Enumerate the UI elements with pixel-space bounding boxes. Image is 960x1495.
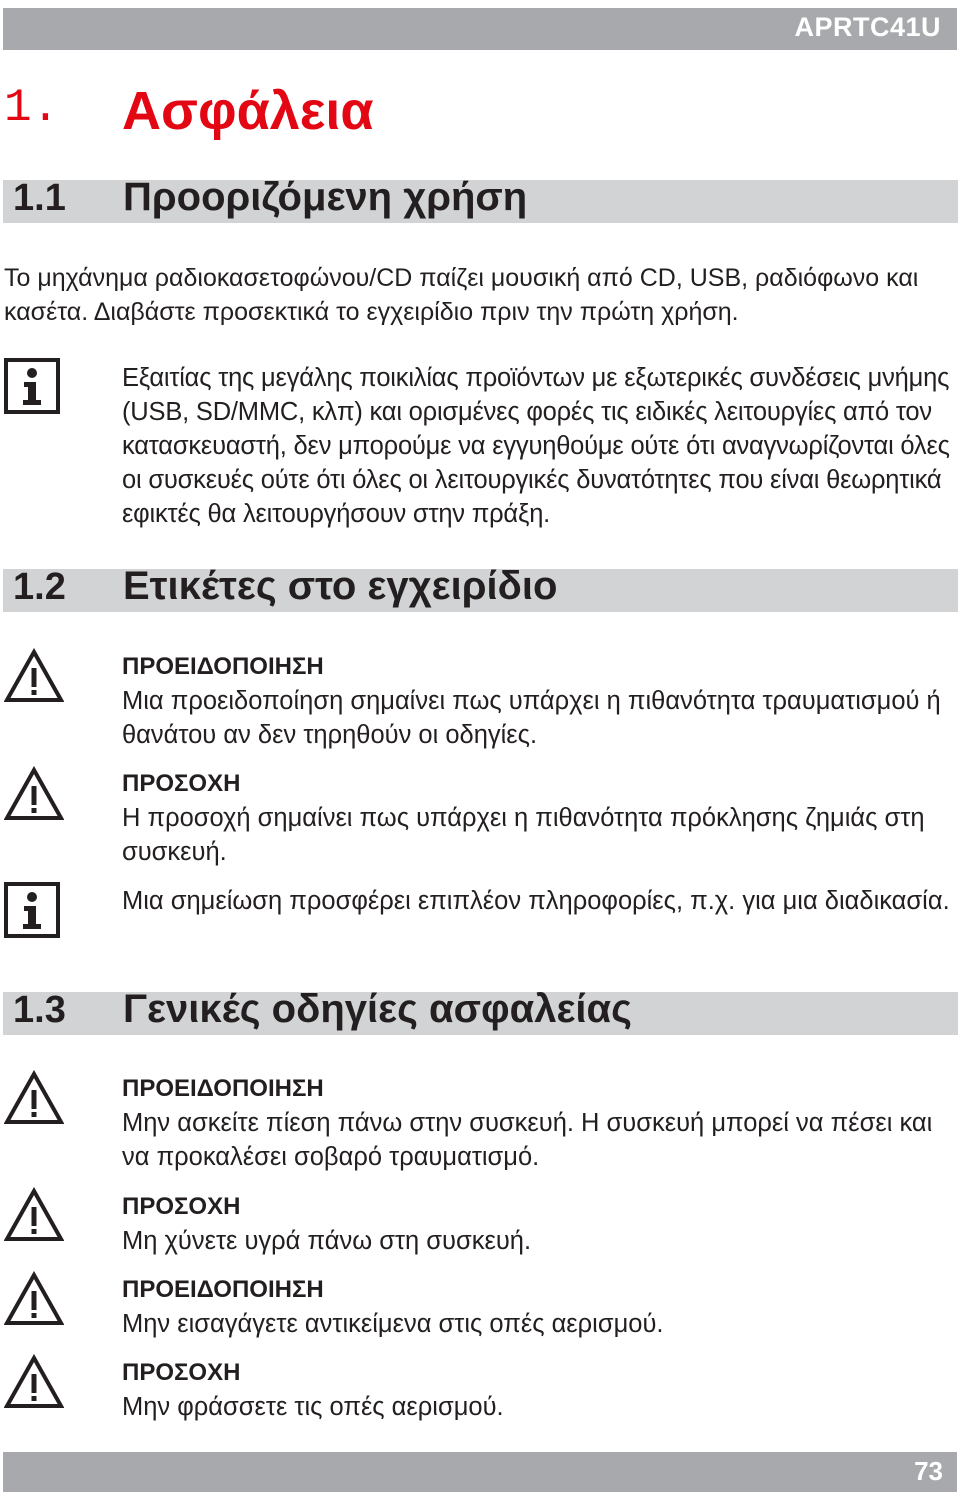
section-title: Ετικέτες στο εγχειρίδιο — [123, 564, 558, 608]
section-heading-1-2 — [3, 564, 958, 612]
chapter-title: Ασφάλεια — [122, 81, 374, 141]
instruction-text: Μην ασκείτε πίεση πάνω στην συσκευή. Η συσκευή μπορεί να πέσει και να προκαλέσει σοβαρό τραυματισμό. — [122, 1109, 933, 1171]
warning-text: Μια προειδοποίηση σημαίνει πως υπάρχει η πιθανότητα τραυματισμού ή θανάτου αν δεν τηρηθούν οι οδηγίες. — [122, 687, 941, 749]
warning-definition — [122, 650, 958, 752]
section-number: 1.1 — [13, 177, 66, 219]
caution-text: Η προσοχή σημαίνει πως υπάρχει η πιθανότητα πρόκλησης ζημιάς στη συσκευή. — [122, 804, 925, 866]
section-number: 1.2 — [13, 566, 66, 608]
instruction-heading: ΠΡΟΣΟΧΗ — [122, 1193, 241, 1220]
safety-instruction — [122, 1356, 958, 1424]
section-number: 1.3 — [13, 989, 66, 1031]
instruction-heading: ΠΡΟΣΟΧΗ — [122, 1359, 241, 1386]
safety-instruction — [122, 1190, 958, 1258]
safety-instruction — [122, 1273, 958, 1341]
instruction-heading: ΠΡΟΕΙΔΟΠΟΙΗΣΗ — [122, 1276, 324, 1303]
section-heading-1-1 — [3, 175, 958, 223]
warning-triangle-icon — [4, 766, 64, 822]
instruction-text: Μην φράσσετε τις οπές αερισμού. — [122, 1393, 504, 1421]
section-heading-1-3 — [3, 987, 958, 1035]
header-bar — [3, 8, 957, 50]
instruction-heading: ΠΡΟΕΙΔΟΠΟΙΗΣΗ — [122, 1075, 324, 1102]
chapter-number: 1. — [4, 82, 60, 134]
info-icon — [4, 882, 60, 938]
warning-heading: ΠΡΟΕΙΔΟΠΟΙΗΣΗ — [122, 653, 324, 680]
warning-triangle-icon — [4, 1271, 64, 1327]
info-icon — [4, 358, 60, 414]
section-title: Γενικές οδηγίες ασφαλείας — [123, 987, 632, 1031]
instruction-text: Μη χύνετε υγρά πάνω στη συσκευή. — [122, 1227, 532, 1255]
section-title: Προοριζόμενη χρήση — [123, 175, 528, 219]
warning-triangle-icon — [4, 1187, 64, 1243]
caution-definition — [122, 767, 958, 869]
instruction-text: Μην εισαγάγετε αντικείμενα στις οπές αερισμού. — [122, 1310, 664, 1338]
info-note-text: Εξαιτίας της μεγάλης ποικιλίας προϊόντων με εξωτερικές συνδέσεις μνήμης (USB, SD/MMC, κλπ) και ορισμένες φορές τις ειδικές λειτουργίες από τον κατασκευαστή, δεν μπορούμε να εγγυηθούμε ούτε ότι αναγνωρίζονται όλες οι συσκευές ούτε ότι όλες οι λειτουργικές δυνατότητες που είναι θεωρητικά εφικτές θα λειτουργήσουν στην πράξη. — [122, 364, 950, 528]
caution-heading: ΠΡΟΣΟΧΗ — [122, 770, 241, 797]
model-number: APRTC41U — [794, 12, 941, 42]
warning-triangle-icon — [4, 1354, 64, 1410]
page-number: 73 — [914, 1456, 943, 1486]
safety-instruction — [122, 1072, 958, 1174]
intended-use-paragraph: Το μηχάνημα ραδιοκασετοφώνου/CD παίζει μουσική από CD, USB, ραδιόφωνο και κασέτα. Διαβάστε προσεκτικά το εγχειρίδιο πριν την πρώτη χρήση. — [4, 264, 919, 326]
footer-bar — [3, 1452, 957, 1492]
note-definition: Μια σημείωση προσφέρει επιπλέον πληροφορίες, π.χ. για μια διαδικασία. — [122, 887, 950, 915]
warning-triangle-icon — [4, 648, 64, 704]
warning-triangle-icon — [4, 1070, 64, 1126]
